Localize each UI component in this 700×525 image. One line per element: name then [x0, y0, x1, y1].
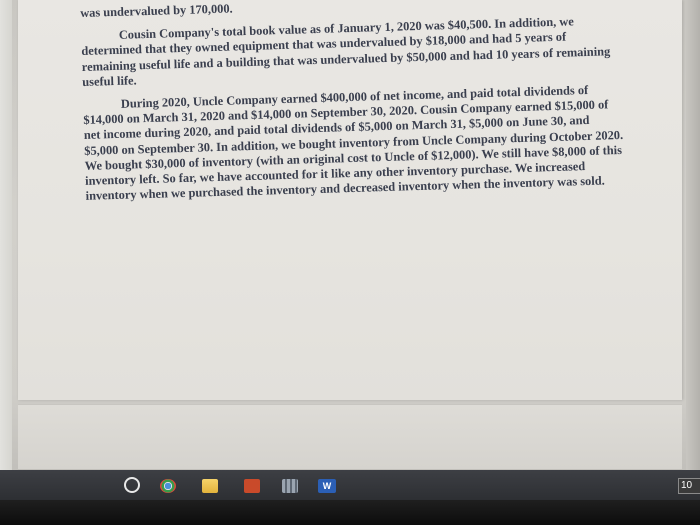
paragraph-fragment: was undervalued by 170,000.	[80, 1, 233, 20]
paragraph-book-value: Cousin Company's total book value as of January 1, 2020 was $40,500. In addition, we determined that they owned equipment that was undervalued by $18,000 and had 5 years of remaining useful life and a building that was undervalued by $50,000 and had 10 years of remaining useful life.	[81, 14, 611, 89]
desk-surface	[0, 500, 700, 525]
calculator-icon[interactable]	[282, 479, 298, 493]
document-lower-area	[18, 404, 682, 469]
chrome-icon[interactable]	[160, 479, 176, 493]
taskbar-clock[interactable]: 10	[678, 478, 700, 494]
word-icon-letter: W	[322, 481, 332, 491]
cortana-circle-icon[interactable]	[124, 477, 140, 493]
document-text	[80, 0, 626, 212]
document-page[interactable]	[18, 0, 682, 400]
file-explorer-icon[interactable]	[202, 479, 218, 493]
monitor-bezel-left	[0, 0, 12, 470]
monitor-bezel-right	[686, 0, 700, 470]
paragraph-income-dividends: During 2020, Uncle Company earned $400,000 of net income, and paid total dividends of $14,000 on March 31, 2020 and $14,000 on September 30, 2020. Cousin Company earned $15,000 of net income during 2020, and paid total dividends of $5,000 on March 31, $5,000 on June 30, and $5,000 on September 30. In addition, we bought inventory from Uncle Company during October 2020. We bought $30,000 of inventory (with an original cost to Uncle of $12,000). We still have $8,000 of this inventory left. So far, we have accounted for it like any other inventory purchase. We increased inventory when we purchased the inventory and decreased inventory when the inventory was sold.	[83, 82, 624, 204]
powerpoint-icon[interactable]	[244, 479, 260, 493]
word-icon[interactable]	[318, 479, 336, 493]
taskbar	[0, 470, 700, 500]
